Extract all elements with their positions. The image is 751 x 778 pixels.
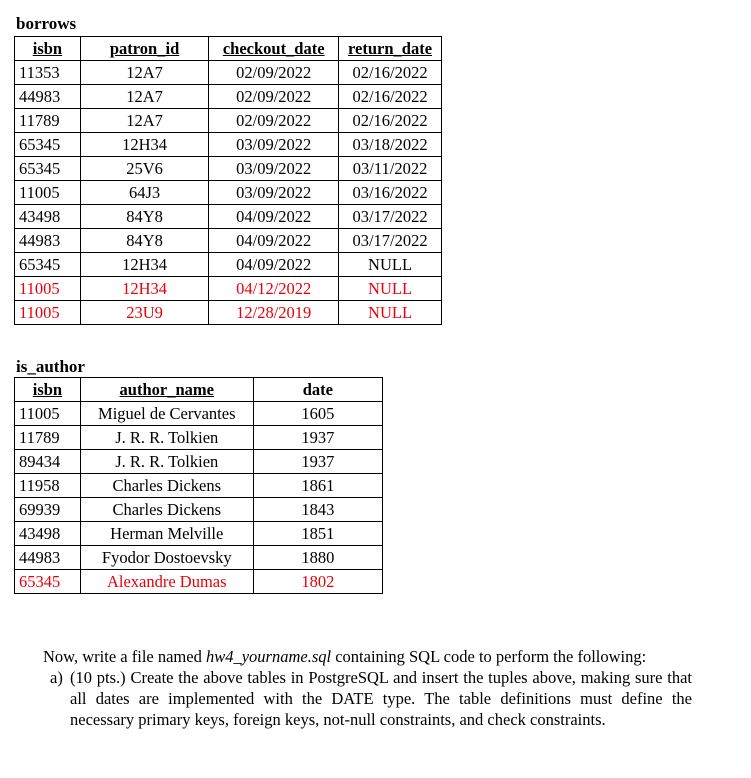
borrows-table [14, 36, 442, 325]
isbn-cell: 65345 [15, 133, 81, 157]
checkout-date-cell: 03/09/2022 [209, 133, 339, 157]
return-date-cell: 03/18/2022 [339, 133, 442, 157]
patron-id-cell: 12A7 [80, 61, 208, 85]
author-name-cell: Fyodor Dostoevsky [80, 546, 253, 570]
return-date-cell: NULL [339, 253, 442, 277]
table-row [15, 301, 442, 325]
table-row [15, 546, 383, 570]
patron-id-cell: 25V6 [80, 157, 208, 181]
return-date-cell: 02/16/2022 [339, 109, 442, 133]
column-header-return-date: return_date [339, 37, 442, 61]
table-row [15, 522, 383, 546]
intro-suffix: containing SQL code to perform the following: [331, 647, 647, 666]
isbn-cell: 11005 [15, 402, 81, 426]
isbn-cell: 44983 [15, 85, 81, 109]
return-date-cell: 03/11/2022 [339, 157, 442, 181]
table-row [15, 133, 442, 157]
borrows-header-row [15, 37, 442, 61]
author-name-cell: Alexandre Dumas [80, 570, 253, 594]
return-date-cell: 02/16/2022 [339, 85, 442, 109]
isbn-cell: 44983 [15, 229, 81, 253]
is-author-table-caption: is_author [16, 357, 85, 376]
author-name-cell: Charles Dickens [80, 498, 253, 522]
is-author-table [14, 377, 383, 594]
table-row [15, 85, 442, 109]
column-header-date: date [253, 378, 382, 402]
table-row [15, 277, 442, 301]
isbn-cell: 11789 [15, 109, 81, 133]
intro-prefix: Now, write a file named [43, 647, 206, 666]
return-date-cell: NULL [339, 277, 442, 301]
checkout-date-cell: 04/09/2022 [209, 253, 339, 277]
isbn-cell: 11005 [15, 301, 81, 325]
checkout-date-cell: 03/09/2022 [209, 181, 339, 205]
table-row [15, 181, 442, 205]
date-cell: 1880 [253, 546, 382, 570]
patron-id-cell: 64J3 [80, 181, 208, 205]
isbn-cell: 65345 [15, 253, 81, 277]
column-header-isbn: isbn [15, 378, 81, 402]
checkout-date-cell: 04/12/2022 [209, 277, 339, 301]
isbn-cell: 43498 [15, 522, 81, 546]
task-item-a [50, 667, 692, 730]
borrows-table-caption: borrows [16, 14, 77, 33]
is-author-table-body [15, 402, 383, 594]
isbn-cell: 11789 [15, 426, 81, 450]
column-header-patron-id: patron_id [80, 37, 208, 61]
isbn-cell: 11005 [15, 277, 81, 301]
checkout-date-cell: 03/09/2022 [209, 157, 339, 181]
isbn-cell: 43498 [15, 205, 81, 229]
return-date-cell: NULL [339, 301, 442, 325]
patron-id-cell: 84Y8 [80, 205, 208, 229]
table-row [15, 402, 383, 426]
isbn-cell: 89434 [15, 450, 81, 474]
isbn-cell: 69939 [15, 498, 81, 522]
task-item-text: (10 pts.) Create the above tables in PostgreSQL and insert the tuples above, making sure that all dates are implemented with the DATE type. The table definitions must define the necessary primary keys, foreign keys, not-null constraints, and check constraints. [70, 668, 692, 729]
table-row [15, 474, 383, 498]
isbn-cell: 44983 [15, 546, 81, 570]
date-cell: 1605 [253, 402, 382, 426]
author-name-cell: Miguel de Cervantes [80, 402, 253, 426]
table-row [15, 157, 442, 181]
table-row [15, 426, 383, 450]
date-cell: 1802 [253, 570, 382, 594]
checkout-date-cell: 02/09/2022 [209, 61, 339, 85]
table-row [15, 229, 442, 253]
date-cell: 1937 [253, 450, 382, 474]
date-cell: 1937 [253, 426, 382, 450]
checkout-date-cell: 12/28/2019 [209, 301, 339, 325]
task-item-marker: a) [50, 668, 63, 687]
patron-id-cell: 84Y8 [80, 229, 208, 253]
patron-id-cell: 12A7 [80, 109, 208, 133]
isbn-cell: 65345 [15, 157, 81, 181]
isbn-cell: 65345 [15, 570, 81, 594]
patron-id-cell: 23U9 [80, 301, 208, 325]
table-row [15, 498, 383, 522]
return-date-cell: 03/17/2022 [339, 205, 442, 229]
table-row [15, 570, 383, 594]
checkout-date-cell: 02/09/2022 [209, 109, 339, 133]
isbn-cell: 11005 [15, 181, 81, 205]
borrows-table-body [15, 61, 442, 325]
assignment-intro [43, 646, 703, 667]
table-row [15, 253, 442, 277]
author-name-cell: Charles Dickens [80, 474, 253, 498]
date-cell: 1861 [253, 474, 382, 498]
column-header-isbn: isbn [15, 37, 81, 61]
patron-id-cell: 12A7 [80, 85, 208, 109]
sql-filename: hw4_yourname.sql [205, 647, 332, 666]
return-date-cell: 03/16/2022 [339, 181, 442, 205]
date-cell: 1843 [253, 498, 382, 522]
column-header-checkout-date: checkout_date [209, 37, 339, 61]
isbn-cell: 11353 [15, 61, 81, 85]
return-date-cell: 02/16/2022 [339, 61, 442, 85]
author-name-cell: J. R. R. Tolkien [80, 426, 253, 450]
author-name-cell: Herman Melville [80, 522, 253, 546]
table-row [15, 109, 442, 133]
table-row [15, 450, 383, 474]
date-cell: 1851 [253, 522, 382, 546]
checkout-date-cell: 04/09/2022 [209, 229, 339, 253]
patron-id-cell: 12H34 [80, 133, 208, 157]
patron-id-cell: 12H34 [80, 277, 208, 301]
checkout-date-cell: 04/09/2022 [209, 205, 339, 229]
author-name-cell: J. R. R. Tolkien [80, 450, 253, 474]
column-header-author-name: author_name [80, 378, 253, 402]
checkout-date-cell: 02/09/2022 [209, 85, 339, 109]
is-author-header-row [15, 378, 383, 402]
isbn-cell: 11958 [15, 474, 81, 498]
return-date-cell: 03/17/2022 [339, 229, 442, 253]
table-row [15, 205, 442, 229]
table-row [15, 61, 442, 85]
patron-id-cell: 12H34 [80, 253, 208, 277]
